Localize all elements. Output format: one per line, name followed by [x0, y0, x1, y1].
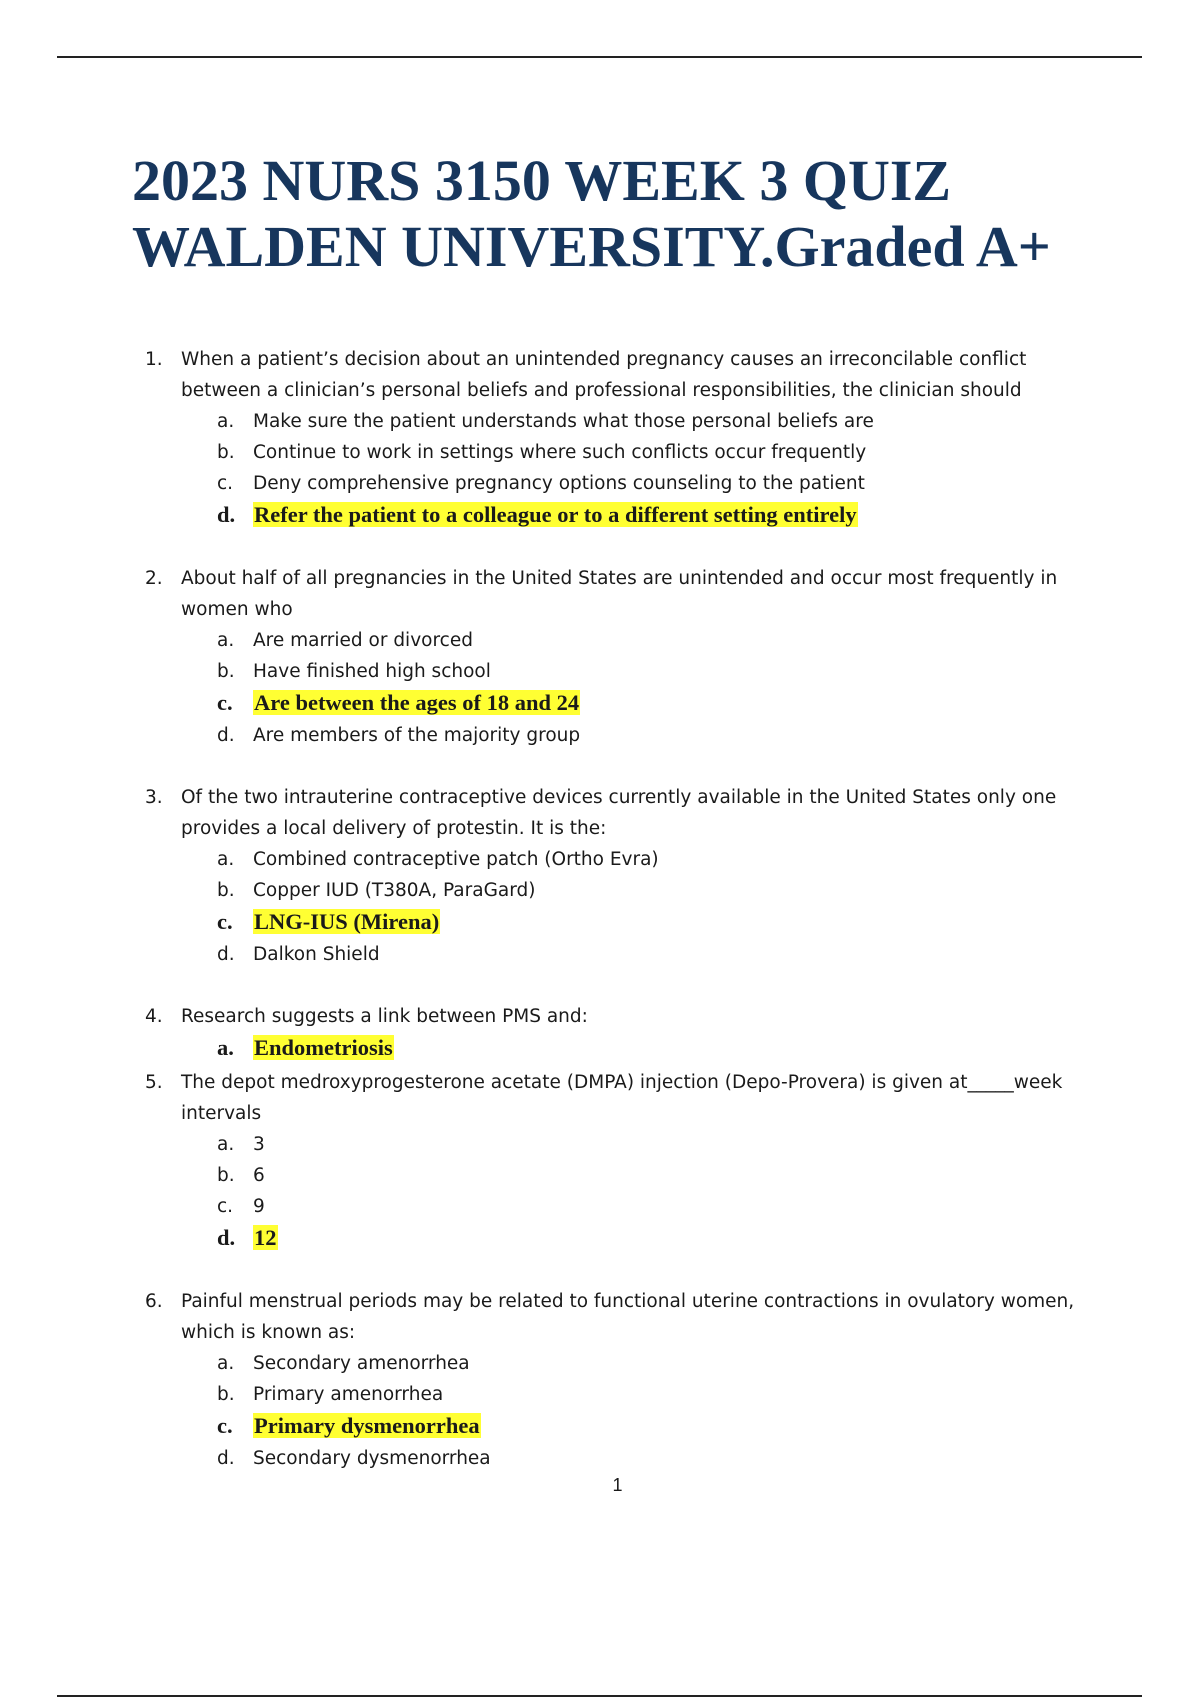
question-6 [0, 1286, 1081, 1474]
option-text: Make sure the patient understands what those personal beliefs are [253, 411, 874, 432]
option-letter: a. [217, 630, 235, 651]
question-list [0, 344, 1200, 1474]
answer-option [181, 1443, 1081, 1474]
question-5 [0, 1067, 1081, 1255]
highlighted-answer-text: Primary dysmenorrhea [254, 1413, 480, 1438]
answer-options [181, 1348, 1081, 1474]
option-text: Are married or divorced [253, 630, 473, 651]
option-letter: a. [217, 411, 235, 432]
answer-option [181, 875, 1081, 906]
answer-option [181, 406, 1081, 437]
answer-option [181, 437, 1081, 468]
answer-option [181, 656, 1081, 687]
question-number: 2. [145, 568, 163, 589]
option-text: 3 [253, 1134, 265, 1155]
highlighted-answer-text: Endometriosis [254, 1035, 393, 1060]
answer-options [181, 625, 1081, 751]
answer-option [181, 468, 1081, 499]
question-3 [0, 782, 1081, 970]
option-letter: a. [217, 849, 235, 870]
option-text: Combined contraceptive patch (Ortho Evra) [253, 849, 659, 870]
title-line-2: WALDEN UNIVERSITY.Graded A+ [132, 214, 1051, 279]
option-text: Secondary amenorrhea [253, 1353, 470, 1374]
highlighted-answer-text: LNG-IUS (Mirena) [254, 909, 440, 934]
option-letter: d. [217, 725, 235, 746]
option-letter: d. [217, 1225, 236, 1250]
option-text: Secondary dysmenorrhea [253, 1448, 491, 1469]
option-letter: d. [217, 1448, 235, 1469]
answer-option [181, 720, 1081, 751]
option-letter: c. [217, 1196, 234, 1217]
option-letter: c. [217, 1413, 233, 1438]
correct-answer-option [181, 1410, 1081, 1443]
page-number: 1 [612, 1475, 623, 1495]
question-number: 4. [145, 1006, 163, 1027]
option-text: Copper IUD (T380A, ParaGard) [253, 880, 536, 901]
question-text: Of the two intrauterine contraceptive devices currently available in the United States only one provides a local delivery of protestin. It is the: [181, 787, 1057, 839]
option-letter: c. [217, 690, 233, 715]
correct-answer-option [181, 906, 1081, 939]
answer-option [181, 1129, 1081, 1160]
option-letter: a. [217, 1035, 234, 1060]
answer-option [181, 1348, 1081, 1379]
question-number: 1. [145, 349, 163, 370]
option-text: Have finished high school [253, 661, 491, 682]
correct-answer-option [181, 499, 1081, 532]
bottom-rule [57, 1695, 1142, 1697]
top-rule [57, 56, 1142, 58]
option-letter: b. [217, 661, 235, 682]
question-number: 6. [145, 1291, 163, 1312]
answer-option [181, 844, 1081, 875]
question-text: Research suggests a link between PMS and: [181, 1006, 588, 1027]
option-letter: b. [217, 1384, 235, 1405]
correct-answer-option [181, 687, 1081, 720]
question-text: The depot medroxyprogesterone acetate (DMPA) injection (Depo-Provera) is given at_____week intervals [181, 1072, 1063, 1124]
answer-option [181, 625, 1081, 656]
option-text: Continue to work in settings where such conflicts occur frequently [253, 442, 867, 463]
answer-option [181, 1379, 1081, 1410]
title-line-1: 2023 NURS 3150 WEEK 3 QUIZ [132, 148, 952, 213]
option-text: Primary amenorrhea [253, 1384, 444, 1405]
highlighted-answer-text: Are between the ages of 18 and 24 [254, 690, 580, 715]
question-text: Painful menstrual periods may be related to functional uterine contractions in ovulatory women, which is known as: [181, 1291, 1075, 1343]
question-2 [0, 563, 1081, 751]
answer-options [181, 1032, 1081, 1065]
answer-option [181, 1160, 1081, 1191]
answer-option [181, 1191, 1081, 1222]
option-letter: c. [217, 909, 233, 934]
question-number: 3. [145, 787, 163, 808]
question-text: About half of all pregnancies in the United States are unintended and occur most frequently in women who [181, 568, 1058, 620]
option-text: Dalkon Shield [253, 944, 380, 965]
option-letter: d. [217, 944, 235, 965]
option-text: 6 [253, 1165, 265, 1186]
option-letter: c. [217, 473, 234, 494]
question-text: When a patient’s decision about an unintended pregnancy causes an irreconcilable conflict between a clinician’s personal beliefs and professional responsibilities, the clinician should [181, 349, 1027, 401]
answer-options [181, 1129, 1081, 1255]
option-letter: b. [217, 1165, 235, 1186]
option-letter: b. [217, 442, 235, 463]
option-text: 9 [253, 1196, 265, 1217]
option-text: Are members of the majority group [253, 725, 581, 746]
highlighted-answer-text: 12 [254, 1225, 277, 1250]
option-text: Deny comprehensive pregnancy options counseling to the patient [253, 473, 865, 494]
option-letter: d. [217, 502, 236, 527]
document-title [132, 148, 1051, 280]
answer-options [181, 844, 1081, 970]
option-letter: b. [217, 880, 235, 901]
answer-options [181, 406, 1081, 532]
highlighted-answer-text: Refer the patient to a colleague or to a different setting entirely [254, 502, 857, 527]
answer-option [181, 939, 1081, 970]
correct-answer-option [181, 1222, 1081, 1255]
option-letter: a. [217, 1134, 235, 1155]
question-1 [0, 344, 1081, 532]
question-number: 5. [145, 1072, 163, 1093]
option-letter: a. [217, 1353, 235, 1374]
question-4 [0, 1001, 1081, 1065]
correct-answer-option [181, 1032, 1081, 1065]
